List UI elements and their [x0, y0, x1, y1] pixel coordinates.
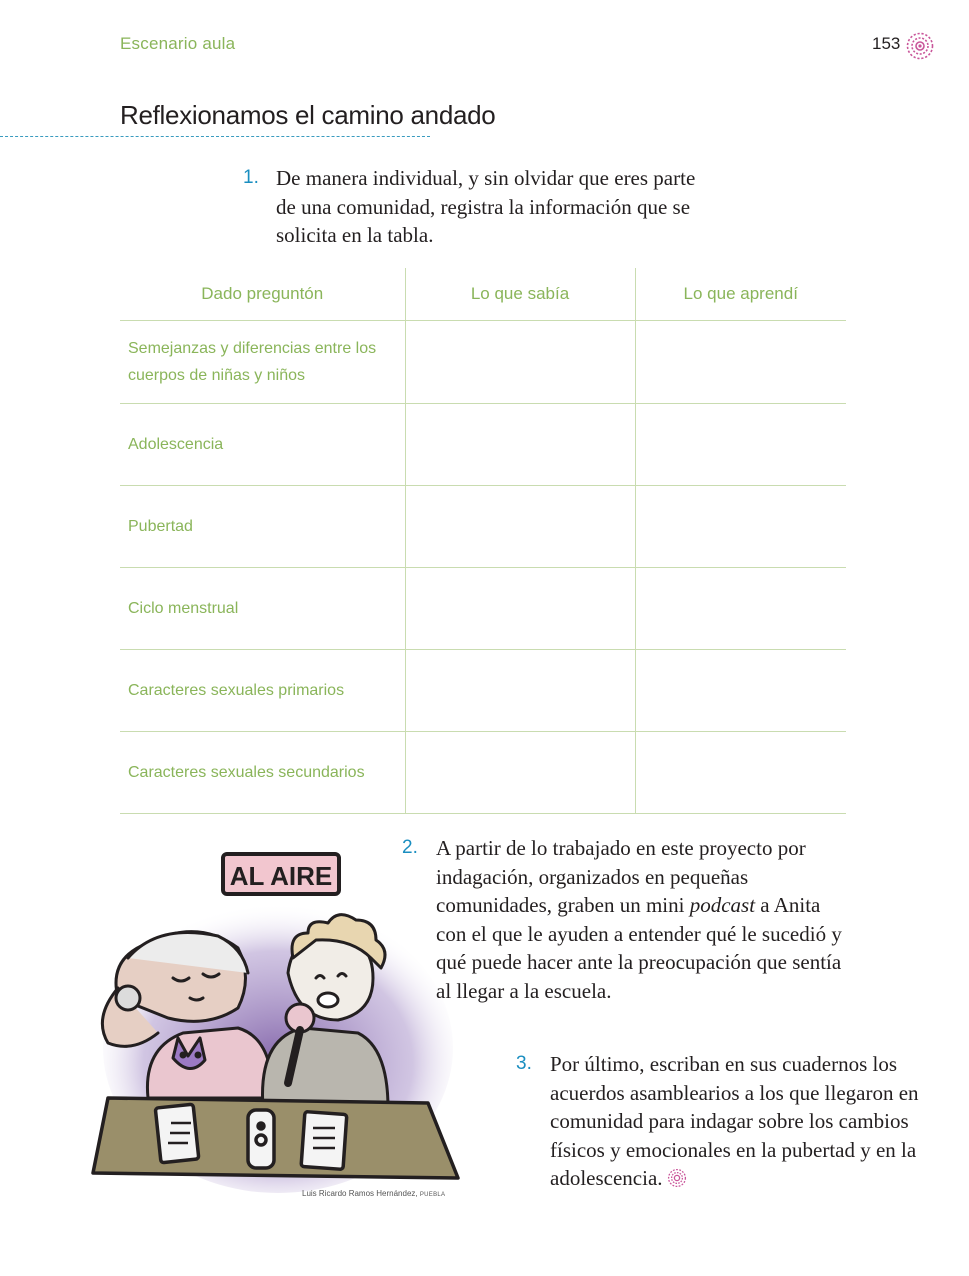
credit-name: Luis Ricardo Ramos Hernández,: [302, 1189, 418, 1198]
on-air-sign-text: AL AIRE: [229, 861, 333, 891]
item-text: [436, 834, 851, 1005]
topic-cell: Pubertad: [120, 486, 405, 568]
page-number: 153: [872, 34, 901, 53]
topic-cell: Caracteres sexuales primarios: [120, 650, 405, 732]
learned-cell[interactable]: [635, 404, 846, 486]
topic-cell: Ciclo menstrual: [120, 568, 405, 650]
item-text-after: a Anita con el que le ayuden a entender qué le sucedió y qué puede hacer ante la preocupación que sentía al llegar a la escuela.: [436, 893, 842, 1003]
column-header: Dado preguntón: [120, 268, 405, 321]
instruction-item-2: [402, 834, 852, 1034]
item-text-before: A partir de lo trabajado en este proyecto por indagación, organizados en pequeñas comunidades, graben un mini: [436, 836, 806, 917]
table-row: [120, 732, 846, 814]
item-text-body: Por último, escriban en sus cuadernos los acuerdos asamblearios a los que llegaron en comunidad para indagar sobre los cambios físicos y emocionales en la pubertad y en la adolescencia.: [550, 1052, 919, 1190]
column-header: Lo que aprendí: [635, 268, 846, 321]
item-number: 1.: [243, 167, 259, 188]
column-header: Lo que sabía: [405, 268, 635, 321]
item-text-italic: podcast: [689, 893, 756, 917]
topic-cell: Semejanzas y diferencias entre los cuerpos de niñas y niños: [120, 321, 405, 404]
item-number: 2.: [402, 837, 418, 858]
table-header-row: [120, 268, 846, 321]
knew-cell[interactable]: [405, 404, 635, 486]
illustration-credit: [302, 1189, 445, 1198]
item-text: De manera individual, y sin olvidar que eres parte de una comunidad, registra la información que se solicita en la tabla.: [276, 166, 696, 247]
learned-cell[interactable]: [635, 650, 846, 732]
section-title: Reflexionamos el camino andado: [120, 100, 496, 130]
table-row: [120, 486, 846, 568]
item-text: [550, 1050, 920, 1193]
table-row: [120, 568, 846, 650]
instruction-item-3: [516, 1050, 919, 1225]
learned-cell[interactable]: [635, 486, 846, 568]
reflection-table: [120, 268, 846, 810]
topic-cell: Adolescencia: [120, 404, 405, 486]
spiral-ornament-icon: [667, 1168, 687, 1188]
knew-cell[interactable]: [405, 486, 635, 568]
knew-cell[interactable]: [405, 650, 635, 732]
instruction-item-1: [243, 164, 696, 254]
item-number: 3.: [516, 1053, 532, 1074]
spiral-ornament-icon: [905, 31, 935, 61]
table-row: [120, 650, 846, 732]
table-row: [120, 404, 846, 486]
learned-cell[interactable]: [635, 321, 846, 404]
topic-cell: Caracteres sexuales secundarios: [120, 732, 405, 814]
knew-cell[interactable]: [405, 568, 635, 650]
on-air-sign: [223, 854, 339, 894]
knew-cell[interactable]: [405, 321, 635, 404]
learned-cell[interactable]: [635, 568, 846, 650]
credit-region: PUEBLA: [419, 1192, 446, 1198]
header-section-label: Escenario aula: [120, 34, 236, 53]
knew-cell[interactable]: [405, 732, 635, 814]
learned-cell[interactable]: [635, 732, 846, 814]
table-row: [120, 321, 846, 404]
title-divider: [0, 136, 430, 137]
